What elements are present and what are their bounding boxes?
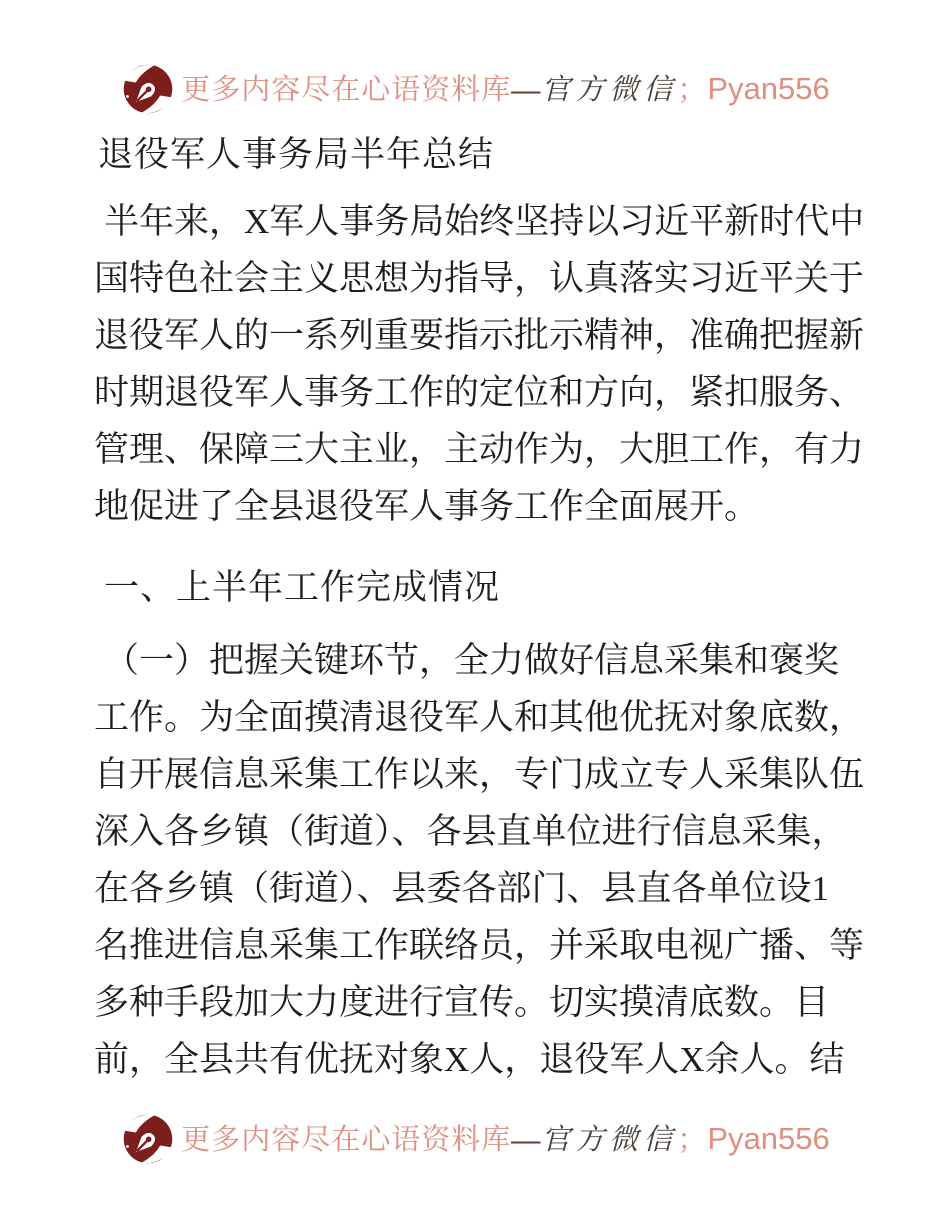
text-line: 地促进了全县退役军人事务工作全面展开。 [94, 487, 760, 526]
footer-watermark [0, 1110, 950, 1168]
watermark-text [181, 72, 829, 107]
header-watermark [0, 60, 950, 118]
text-line: 半年来，X军人事务局始终坚持以习近平新时代中 [104, 202, 865, 241]
section-heading-1: 一、上半年工作完成情况 [104, 568, 501, 607]
text-line: 退役军人的一系列重要指示批示精神，准确把握新 [94, 316, 865, 355]
watermark-wechat-label: 官方微信 [541, 73, 678, 106]
text-line: 名推进信息采集工作联络员，并采取电视广播、等 [94, 926, 865, 965]
document-page [0, 126, 950, 1088]
watermark-slogan: 更多内容尽在心语资料库 [181, 73, 512, 106]
watermark-slogan: 更多内容尽在心语资料库 [181, 1123, 512, 1156]
text-line: 时期退役军人事务工作的定位和方向，紧扣服务、 [94, 373, 865, 412]
paragraph-section-1-1 [94, 632, 865, 1088]
text-line: （一）把握关键环节，全力做好信息采集和褒奖 [104, 641, 840, 680]
text-line: 工作。为全面摸清退役军人和其他优抚对象底数， [94, 698, 865, 737]
watermark-separator: ； [677, 1123, 708, 1156]
text-line: 多种手段加大力度进行宣传。切实摸清底数。目 [94, 983, 830, 1022]
brand-pen-swirl-logo-icon [120, 1111, 176, 1167]
text-line: 国特色社会主义思想为指导，认真落实习近平关于 [94, 259, 865, 298]
text-line: 管理、保障三大主业，主动作为，大胆工作，有力 [94, 430, 865, 469]
text-line: 深入各乡镇（街道）、各县直单位进行信息采集， [94, 812, 847, 851]
brand-pen-swirl-logo-icon [120, 61, 176, 117]
watermark-wechat-id: Pyan556 [707, 70, 830, 106]
watermark-wechat-id: Pyan556 [707, 1120, 830, 1156]
watermark-separator: ； [677, 73, 708, 106]
watermark-dash: — [511, 73, 542, 106]
watermark-dash: — [511, 1123, 542, 1156]
text-line: 前，全县共有优抚对象X人，退役军人X余人。结 [94, 1040, 845, 1079]
watermark-wechat-label: 官方微信 [541, 1123, 678, 1156]
text-line: 自开展信息采集工作以来，专门成立专人采集队伍 [94, 755, 865, 794]
paragraph-intro [94, 193, 865, 535]
watermark-text [181, 1122, 829, 1157]
document-title: 退役军人事务局半年总结 [98, 135, 495, 174]
text-line: 在各乡镇（街道）、县委各部门、县直各单位设1 [94, 869, 830, 908]
